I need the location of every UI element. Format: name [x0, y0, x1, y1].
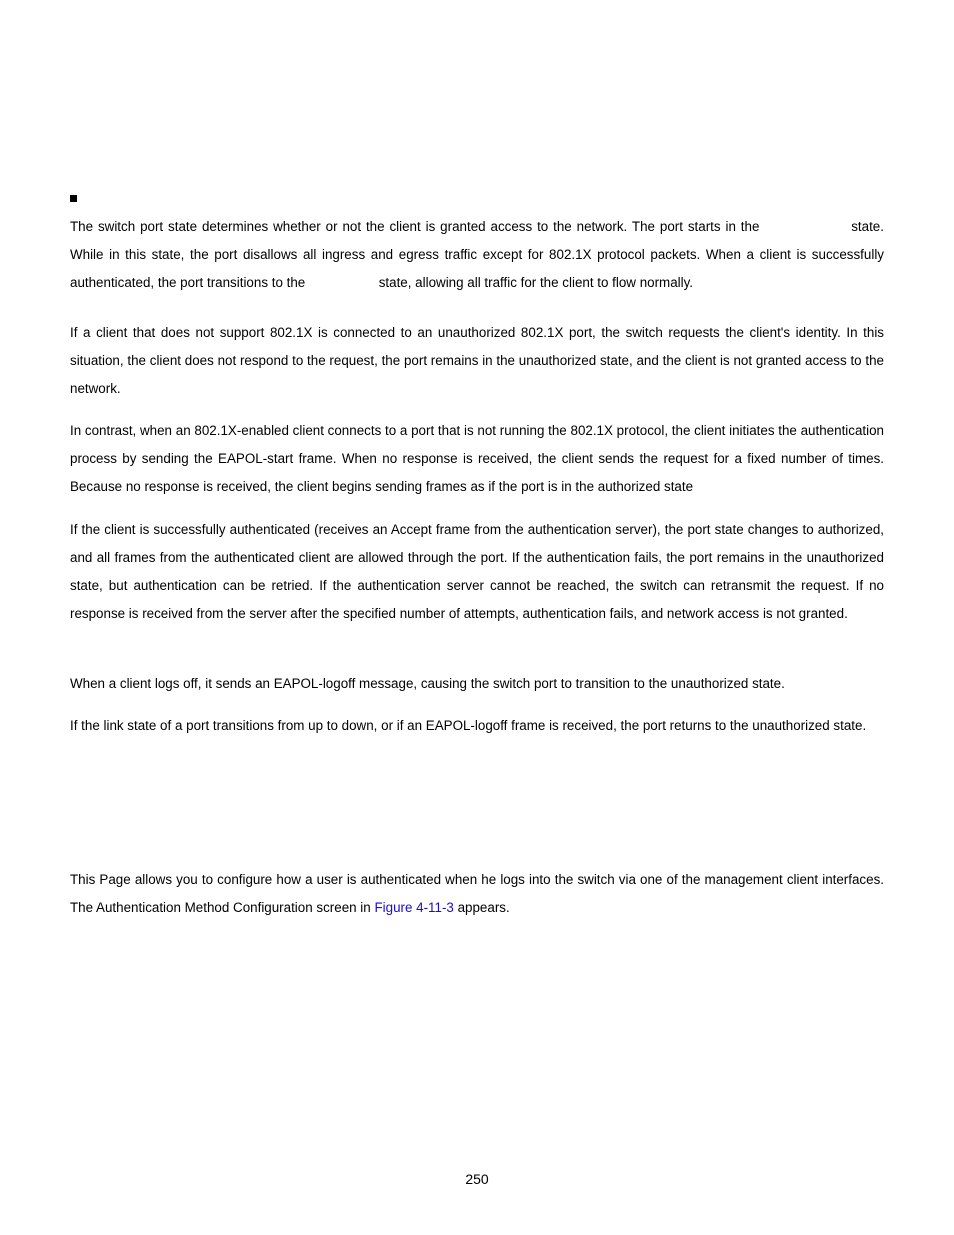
paragraph-port-state-part-c: state, allowing all traffic for the client to flow normally. [378, 275, 694, 290]
paragraph-port-state-part-a: The switch port state determines whether or not the client is granted access to the network. The port starts in the [70, 219, 760, 234]
paragraph-port-state [70, 213, 884, 297]
paragraph-link-state: If the link state of a port transitions from up to down, or if an EAPOL-logoff frame is received, the port returns to the unauthorized state. [70, 718, 867, 733]
paragraph-authentication-result: If the client is successfully authenticated (receives an Accept frame from the authentication server), the port state changes to authorized, and all frames from the authenticated client are allowed through the port. If the authentication fails, the port remains in the unauthorized state, but authentication can be retried. If the authentication server cannot be reached, the switch can retransmit the request. If no response is received from the server after the specified number of attempts, authentication fails, and network access is not granted. [70, 522, 884, 621]
paragraph-port-state-part-b: state. While in this state, the port disallows all ingress and egress traffic except for 802.1X protocol packets. When a client is successfully authenticated, the port transitions to the [70, 219, 884, 290]
page-number: 250 [465, 1171, 489, 1187]
paragraph-unsupported-client: If a client that does not support 802.1X is connected to an unauthorized 802.1X port, the switch requests the client's identity. In this situation, the client does not respond to the request, the port remains in the unauthorized state, and the client is not granted access to the network. [70, 325, 884, 396]
paragraph-intro-part-b: appears. [457, 900, 510, 915]
paragraph-logoff: When a client logs off, it sends an EAPOL-logoff message, causing the switch port to transition to the unauthorized state. [70, 676, 785, 691]
bullet-icon [70, 195, 77, 202]
figure-link[interactable]: Figure 4-11-3 [374, 900, 454, 915]
paragraph-intro-part-a: This Page allows you to configure how a user is authenticated when he logs into the switch via one of the management client interfaces. The Authentication Method Configuration screen in [70, 872, 884, 915]
paragraph-authentication-method-intro [70, 866, 884, 922]
paragraph-enabled-client: In contrast, when an 802.1X-enabled client connects to a port that is not running the 802.1X protocol, the client initiates the authentication process by sending the EAPOL-start frame. When no response is received, the client sends the request for a fixed number of times. Because no response is received, the client begins sending frames as if the port is in the authorized state [70, 423, 884, 494]
